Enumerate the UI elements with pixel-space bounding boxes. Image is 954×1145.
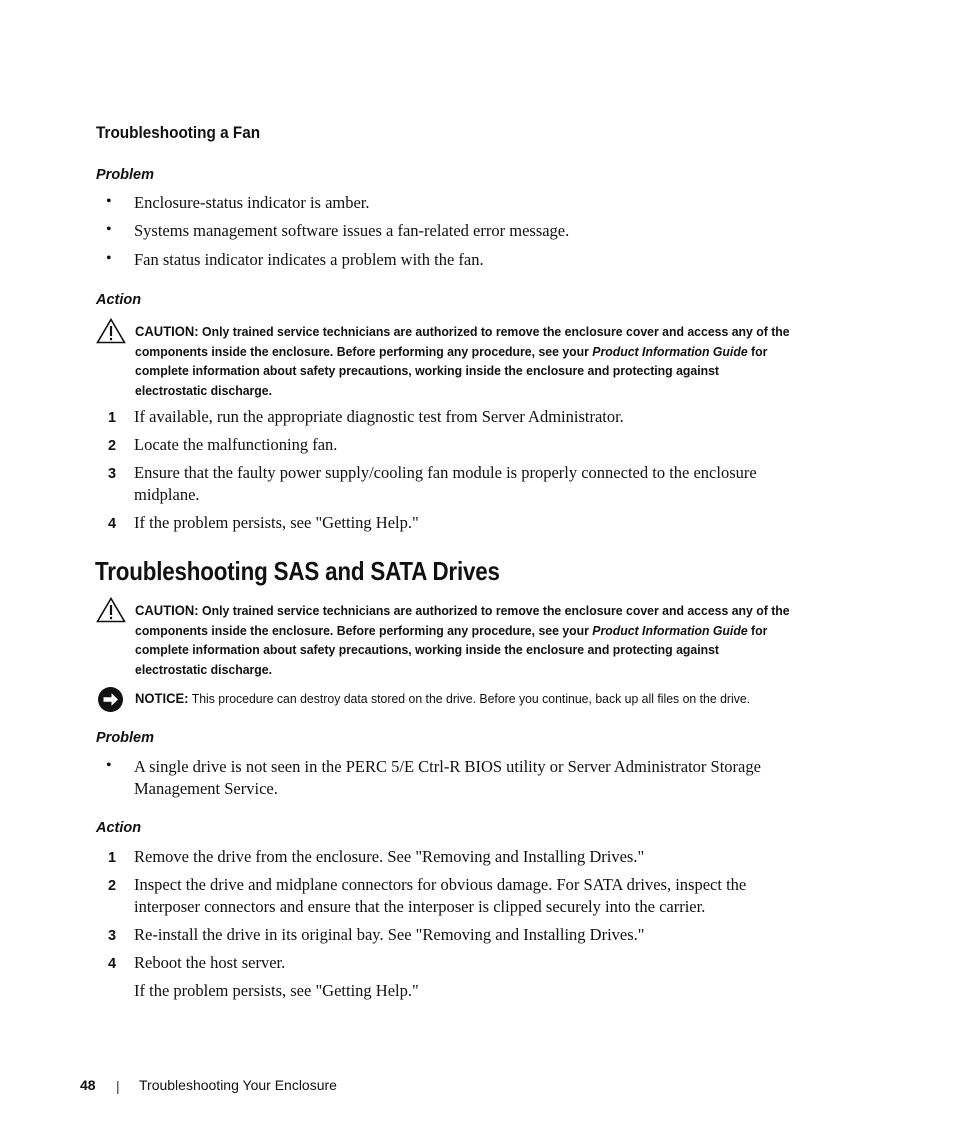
step-number: 1	[108, 850, 117, 866]
action-label: Action	[96, 820, 142, 836]
bullet-icon: •	[106, 250, 112, 267]
step-text: Reboot the host server.	[134, 953, 286, 972]
step-number: 3	[108, 928, 117, 944]
notice-text	[135, 689, 750, 709]
step-text: Re-install the drive in its original bay. See "Removing and Installing Drives."	[134, 925, 645, 944]
caution-lead: CAUTION:	[135, 323, 199, 339]
caution-lead: CAUTION:	[135, 602, 199, 618]
step-text: midplane.	[134, 485, 200, 504]
caution-text	[135, 601, 790, 679]
step-number: 1	[108, 410, 117, 426]
caution-line: components inside the enclosure. Before performing any procedure, see your	[135, 622, 593, 638]
step-text: Locate the malfunctioning fan.	[134, 435, 338, 454]
notice-hand-icon	[97, 686, 124, 713]
step-text: Ensure that the faulty power supply/cooling fan module is properly connected to the enclosure	[134, 463, 757, 482]
notice-body: This procedure can destroy data stored on the drive. Before you continue, back up all files on the drive.	[188, 691, 751, 706]
list-item: Systems management software issues a fan-related error message.	[134, 221, 570, 240]
step-number: 2	[108, 438, 117, 454]
caution-triangle-icon	[96, 318, 126, 344]
step-text: If available, run the appropriate diagnostic test from Server Administrator.	[134, 407, 624, 426]
list-item: Management Service.	[134, 779, 278, 798]
caution-line: electrostatic discharge.	[135, 661, 273, 677]
caution-line: Only trained service technicians are authorized to remove the enclosure cover and access any of the	[202, 603, 790, 618]
caution-line: complete information about safety precautions, working inside the enclosure and protecting against	[135, 363, 720, 378]
section-heading-fan: Troubleshooting a Fan	[96, 123, 261, 142]
product-information-guide-ref: Product Information Guide	[592, 343, 748, 359]
caution-line: components inside the enclosure. Before performing any procedure, see your	[135, 343, 593, 359]
page-number: 48	[80, 1077, 96, 1093]
footer-separator: |	[116, 1078, 120, 1094]
list-item: A single drive is not seen in the PERC 5/E Ctrl-R BIOS utility or Server Administrator Storage	[134, 757, 761, 776]
step-text: interposer connectors and ensure that the interposer is clipped securely into the carrier.	[134, 897, 706, 916]
problem-label: Problem	[96, 730, 155, 746]
step-number: 2	[108, 878, 117, 894]
bullet-icon: •	[106, 193, 112, 210]
caution-triangle-icon	[96, 597, 126, 623]
product-information-guide-ref: Product Information Guide	[592, 622, 748, 638]
caution-line: Only trained service technicians are authorized to remove the enclosure cover and access any of the	[202, 324, 790, 339]
bullet-icon: •	[106, 757, 112, 774]
chapter-title: Troubleshooting Your Enclosure	[139, 1077, 337, 1093]
step-followup-text: If the problem persists, see "Getting Help."	[134, 981, 419, 1000]
section-heading-drives: Troubleshooting SAS and SATA Drives	[95, 556, 500, 586]
list-item: Enclosure-status indicator is amber.	[134, 193, 370, 212]
bullet-icon: •	[106, 221, 112, 238]
notice-lead: NOTICE:	[135, 690, 189, 706]
caution-text	[135, 322, 790, 400]
step-number: 4	[108, 516, 117, 532]
step-text: Remove the drive from the enclosure. See "Removing and Installing Drives."	[134, 847, 645, 866]
caution-line: for	[747, 343, 768, 359]
caution-line: electrostatic discharge.	[135, 382, 273, 398]
step-number: 3	[108, 466, 117, 482]
step-text: Inspect the drive and midplane connectors for obvious damage. For SATA drives, inspect the	[134, 875, 747, 894]
caution-line: complete information about safety precautions, working inside the enclosure and protecting against	[135, 642, 720, 657]
step-number: 4	[108, 956, 117, 972]
action-label: Action	[96, 292, 142, 308]
problem-label: Problem	[96, 167, 155, 183]
list-item: Fan status indicator indicates a problem with the fan.	[134, 250, 484, 269]
caution-line: for	[747, 622, 768, 638]
step-text: If the problem persists, see "Getting Help."	[134, 513, 419, 532]
